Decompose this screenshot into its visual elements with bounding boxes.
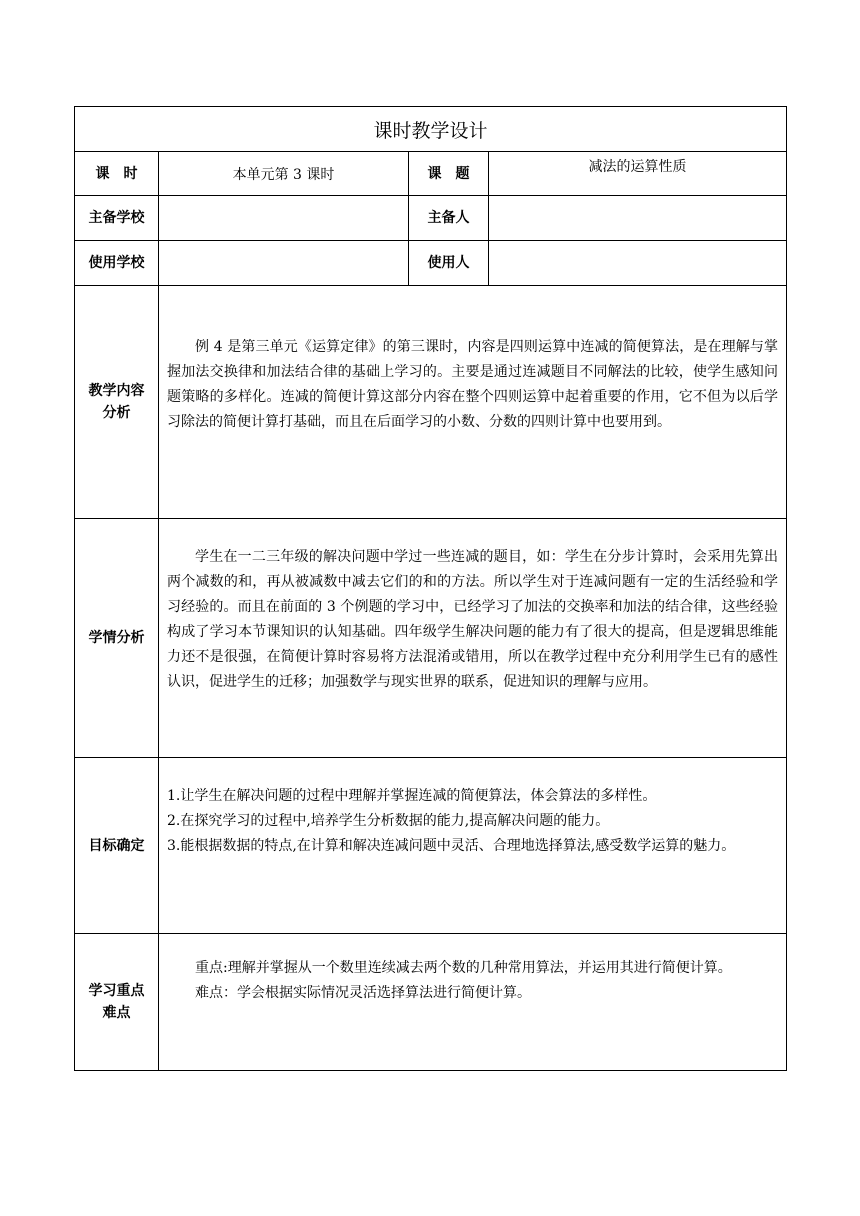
goal-item: 3.能根据数据的特点,在计算和解决连减问题中灵活、合理地选择算法,感受数学运算的魅力。 [167,838,736,854]
user-value [489,241,787,286]
student-analysis-cell [159,519,787,758]
content-analysis-cell [159,286,787,519]
preparer-label: 主备人 [409,196,489,241]
content-analysis-label [75,286,159,519]
key-points-label-text: 学习重点难点 [88,983,145,1021]
student-analysis-label: 学情分析 [75,519,159,758]
key-points-label [75,934,159,1071]
use-school-value [159,241,409,286]
student-analysis-text: 学生在一二三年级的解决问题中学过一些连减的题目，如：学生在分步计算时，会采用先算出两个减数的和，再从被减数中减去它们的和的方法。所以学生对于连减问题有一定的生活经验和学习经验的。而且在前面的 3 个例题的学习中，已经学习了加法的交换率和加法的结合律，这些经验构成了学习本节课知识的认知基础。四年级学生解决问题的能力有了很大的提高，但是逻辑思维能力还不是很强，在简便计算时容易将方法混淆或错用，所以在教学过程中充分利用学生已有的感性认识，促进学生的迁移；加强数学与现实世界的联系，促进知识的理解与应用。 [167,549,779,690]
preparer-value [489,196,787,241]
key-point-text: 重点:理解并掌握从一个数里连续减去两个数的几种常用算法，并运用其进行简便计算。 [195,960,732,976]
keshi-label: 课 时 [75,152,159,196]
keti-label: 课 题 [409,152,489,196]
lesson-design-table [74,106,787,1071]
goals-label: 目标确定 [75,758,159,934]
use-school-label: 使用学校 [75,241,159,286]
school-label: 主备学校 [75,196,159,241]
difficult-point-text: 难点：学会根据实际情况灵活选择算法进行简便计算。 [195,985,531,1001]
content-analysis-label-text: 教学内容分析 [88,383,145,421]
goal-item: 1.让学生在解决问题的过程中理解并掌握连减的简便算法，体会算法的多样性。 [167,788,657,804]
page-title: 课时教学设计 [75,107,787,152]
user-label: 使用人 [409,241,489,286]
keshi-value: 本单元第 3 课时 [159,152,409,196]
school-value [159,196,409,241]
key-points-cell [159,934,787,1071]
keti-value: 减法的运算性质 [489,152,787,196]
goal-item: 2.在探究学习的过程中,培养学生分析数据的能力,提高解决问题的能力。 [167,813,610,829]
goals-cell [159,758,787,934]
content-analysis-text: 例 4 是第三单元《运算定律》的第三课时，内容是四则运算中连减的简便算法，是在理解与掌握加法交换律和加法结合律的基础上学习的。主要是通过连减题目不同解法的比较，使学生感知问题策略的多样化。连减的简便计算这部分内容在整个四则运算中起着重要的作用，它不但为以后学习除法的简便计算打基础，而且在后面学习的小数、分数的四则计算中也要用到。 [167,339,779,430]
